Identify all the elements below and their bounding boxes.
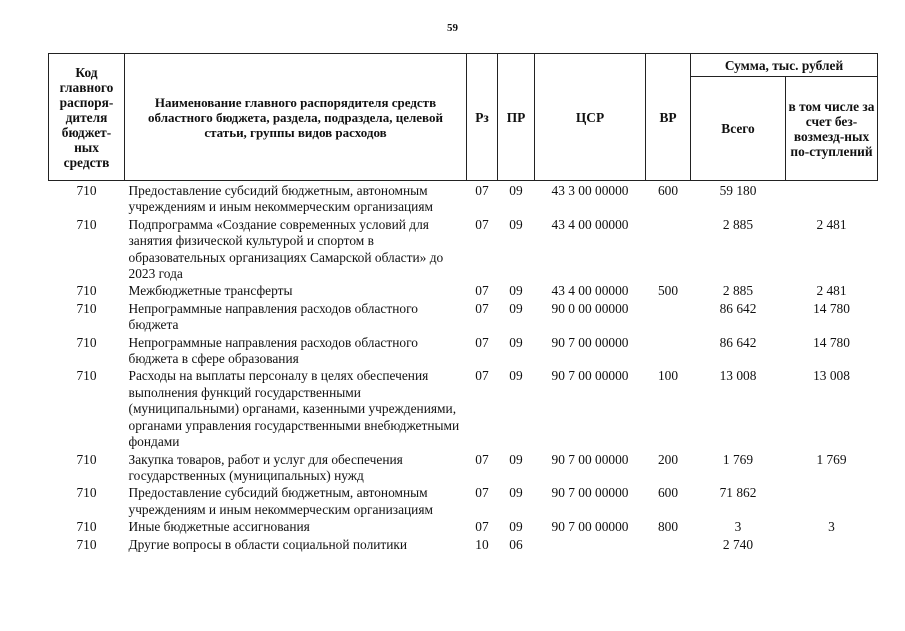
header-total: Всего [691,77,786,181]
cell-free: 2 481 [816,216,847,232]
cell-pr: 09 [509,216,523,232]
cell-code: 710 [76,368,97,384]
cell-total: 2 885 [722,283,754,299]
cell-rz: 10 [475,536,489,552]
cell-vr: 600 [657,183,679,198]
cell-vr: 200 [657,451,679,467]
cell-total: 59 180 [719,183,757,198]
budget-table [48,53,878,553]
cell-rz: 07 [475,216,489,232]
cell-code: 710 [76,300,97,316]
cell-free: 13 008 [813,368,850,384]
cell-free: 14 780 [813,300,850,316]
cell-code: 710 [76,451,97,467]
cell-csr: 43 3 00 00000 [551,183,629,198]
cell-csr: 90 7 00 00000 [551,368,629,384]
cell-free [786,484,878,518]
cell-csr: 90 7 00 00000 [551,334,629,350]
cell-rz: 07 [475,451,489,467]
cell-free: 1 769 [816,451,847,467]
cell-rz: 07 [475,519,489,535]
cell-rz: 07 [475,300,489,316]
cell-vr [646,216,691,283]
cell-code: 710 [76,334,97,350]
cell-name: Предоставление субсидий бюджетным, автономным учреждениям и иным некоммерческим организациям [128,485,433,517]
cell-name: Закупка товаров, работ и услуг для обеспечения государственных (муниципальных) нужд [128,451,403,483]
cell-pr: 09 [509,485,523,501]
cell-code: 710 [76,283,97,299]
cell-csr: 43 4 00 00000 [551,283,629,299]
cell-name: Непрограммные направления расходов областного бюджета [128,300,418,333]
cell-pr: 09 [509,300,523,316]
cell-free: 14 780 [813,334,850,350]
cell-total: 86 642 [719,300,757,316]
cell-free [786,181,878,216]
header-free: в том числе за счет без-возмезд-ных по-ступлений [786,77,878,181]
table-row [49,181,878,216]
cell-pr: 09 [509,519,523,535]
table-body [49,181,878,553]
header-csr: ЦСР [535,54,646,181]
cell-csr: 90 0 00 00000 [551,300,629,316]
cell-total: 86 642 [719,334,757,350]
cell-free: 3 [828,519,835,535]
cell-pr: 09 [509,283,523,299]
cell-rz: 07 [475,283,489,299]
cell-rz: 07 [475,485,489,501]
cell-csr [535,536,646,553]
header-code: Код главного распоря-дителя бюджет-ных средств [49,54,125,181]
scan-edge [0,0,4,631]
cell-csr: 90 7 00 00000 [551,519,629,535]
cell-code: 710 [76,216,97,232]
table-row [49,216,878,283]
header-rz: Рз [467,54,498,181]
cell-rz: 07 [475,368,489,384]
cell-rz: 07 [475,183,489,198]
header-name: Наименование главного распорядителя средств областного бюджета, раздела, подраздела, целевой статьи, группы видов расходов [125,54,467,181]
header-sum: Сумма, тыс. рублей [691,54,878,77]
cell-vr: 800 [657,519,679,535]
table-row [49,334,878,368]
table-row [49,536,878,553]
cell-code: 710 [76,536,97,552]
cell-total: 2 885 [722,216,754,232]
header-vr: ВР [646,54,691,181]
cell-total: 71 862 [719,485,757,501]
cell-name: Другие вопросы в области социальной политики [128,536,408,552]
cell-total: 3 [734,519,742,535]
page-number: 59 [447,22,458,34]
table-row [49,367,878,450]
cell-csr: 43 4 00 00000 [551,216,629,232]
cell-code: 710 [76,485,97,501]
cell-name: Расходы на выплаты персоналу в целях обеспечения выполнения функций государственными (муниципальными) органами, казенными учреждениями, органами управления государственными внебюджетными фондами [128,368,460,450]
cell-vr [646,536,691,553]
cell-vr: 500 [657,283,679,299]
table-row [49,484,878,518]
cell-total: 1 769 [722,451,754,467]
cell-pr: 09 [509,334,523,350]
table-row [49,300,878,334]
cell-vr [646,300,691,334]
cell-vr: 100 [657,368,679,384]
cell-pr: 09 [509,451,523,467]
table-row [49,451,878,485]
table-row [49,518,878,535]
cell-total: 2 740 [722,536,754,552]
cell-total: 13 008 [719,368,757,384]
cell-code: 710 [76,183,97,198]
table-header [49,54,878,181]
cell-name: Подпрограмма «Создание современных условий для занятия физической культурой и спортом в образовательных организациях Самарской области» до 2023 года [128,216,444,282]
cell-code: 710 [76,519,97,535]
cell-vr [646,334,691,368]
cell-name: Межбюджетные трансферты [128,283,293,299]
cell-rz: 07 [475,334,489,350]
cell-name: Непрограммные направления расходов областного бюджета в сфере образования [128,334,418,367]
header-pr: ПР [498,54,535,181]
cell-pr: 09 [509,183,523,198]
cell-pr: 06 [509,536,523,552]
cell-free: 2 481 [816,283,847,299]
cell-name: Иные бюджетные ассигнования [128,519,310,535]
cell-vr: 600 [657,485,679,501]
cell-free [786,536,878,553]
cell-csr: 90 7 00 00000 [551,485,629,501]
cell-name: Предоставление субсидий бюджетным, автономным учреждениям и иным некоммерческим организациям [128,183,433,215]
table-row [49,282,878,299]
cell-csr: 90 7 00 00000 [551,451,629,467]
cell-pr: 09 [509,368,523,384]
